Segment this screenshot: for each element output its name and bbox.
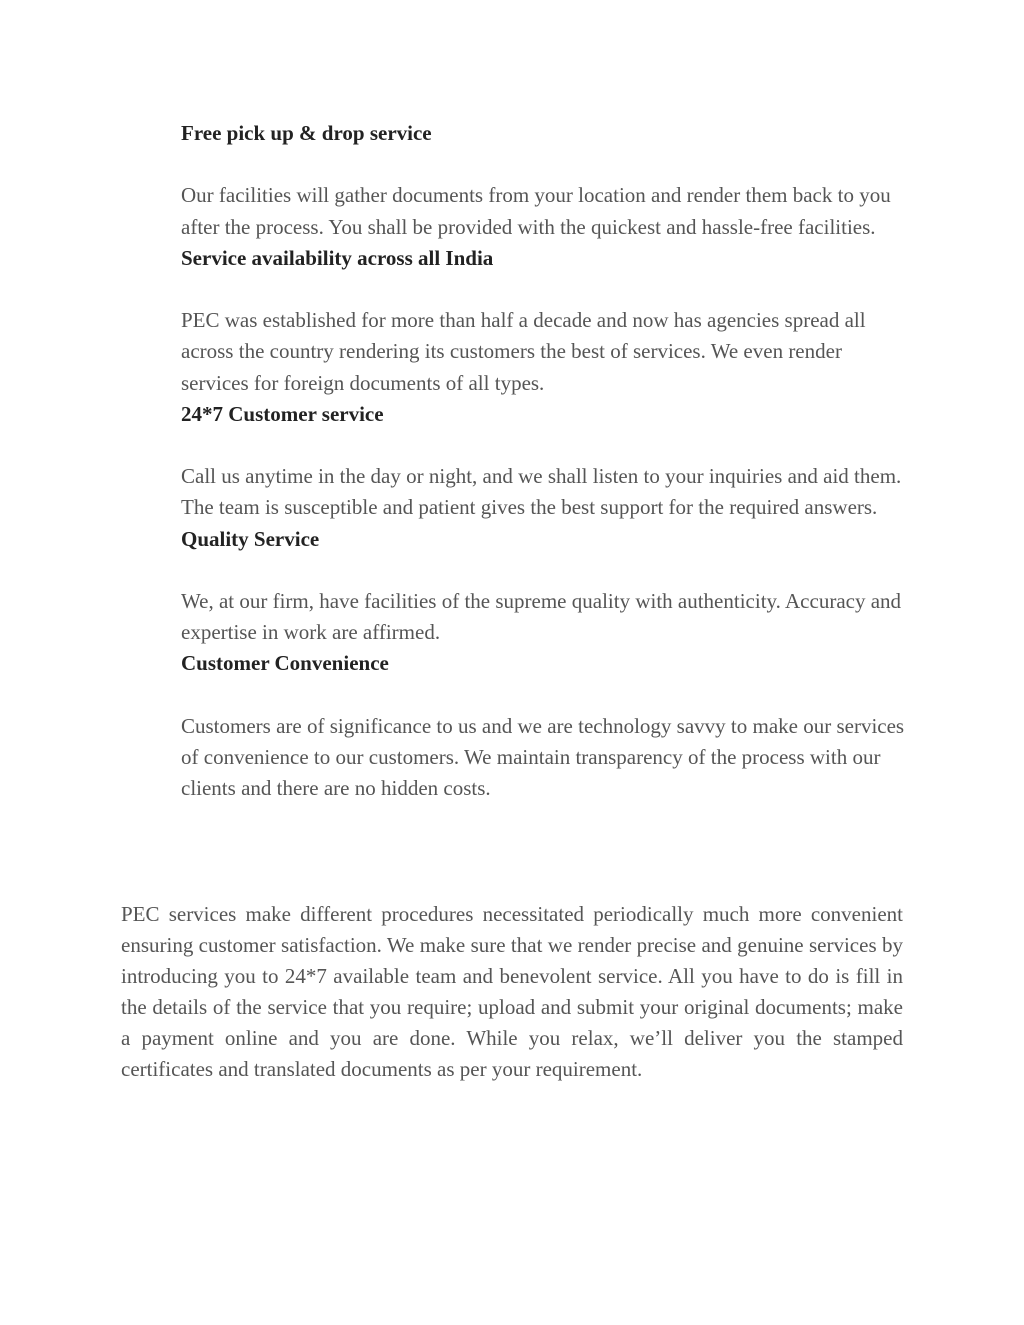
section-body: Call us anytime in the day or night, and we shall listen to your inquiries and aid them. The team is susceptible and patient gives the best support for the required answers. — [181, 464, 902, 520]
section-body: Our facilities will gather documents from your location and render them back to you after the process. You shall be provided with the quickest and hassle-free facilities. — [181, 183, 891, 239]
section-body: We, at our firm, have facilities of the supreme quality with authenticity. Accuracy and expertise in work are affirmed. — [181, 588, 902, 645]
section-heading: Customer Convenience — [181, 651, 389, 676]
spacer — [181, 149, 906, 180]
spacer — [181, 274, 906, 305]
section-body: Customers are of significance to us and we are technology savvy to make our services of convenience to our customers. We maintain transparency of the process with our clients and there are no hidden costs. — [181, 713, 905, 801]
spacer — [181, 680, 906, 711]
section-body: PEC was established for more than half a decade and now has agencies spread all across the country rendering its customers the best of services. We even render services for foreign documents of all types. — [181, 308, 866, 395]
closing-paragraph: PEC services make different procedures necessitated periodically much more convenient ensuring customer satisfaction. We make sure that we render precise and genuine services by introducing you to 24*7 available team and benevolent service. All you have to do is fill in the details of the service that you require; upload and submit your original documents; make a payment online and you are done. While you relax, we’ll deliver you the stamped certificates and translated documents as per your requirement. — [121, 902, 903, 1081]
section-heading: 24*7 Customer service — [181, 401, 384, 426]
section-heading: Service availability across all India — [181, 245, 494, 270]
feature-list — [181, 118, 906, 804]
section-heading: Quality Service — [181, 526, 320, 551]
feature-section — [181, 399, 906, 524]
feature-section — [181, 243, 906, 399]
section-heading: Free pick up & drop service — [181, 121, 432, 145]
feature-section — [181, 118, 906, 243]
feature-section — [181, 648, 906, 804]
spacer — [181, 555, 906, 586]
feature-section — [181, 524, 906, 649]
spacer — [181, 430, 906, 461]
